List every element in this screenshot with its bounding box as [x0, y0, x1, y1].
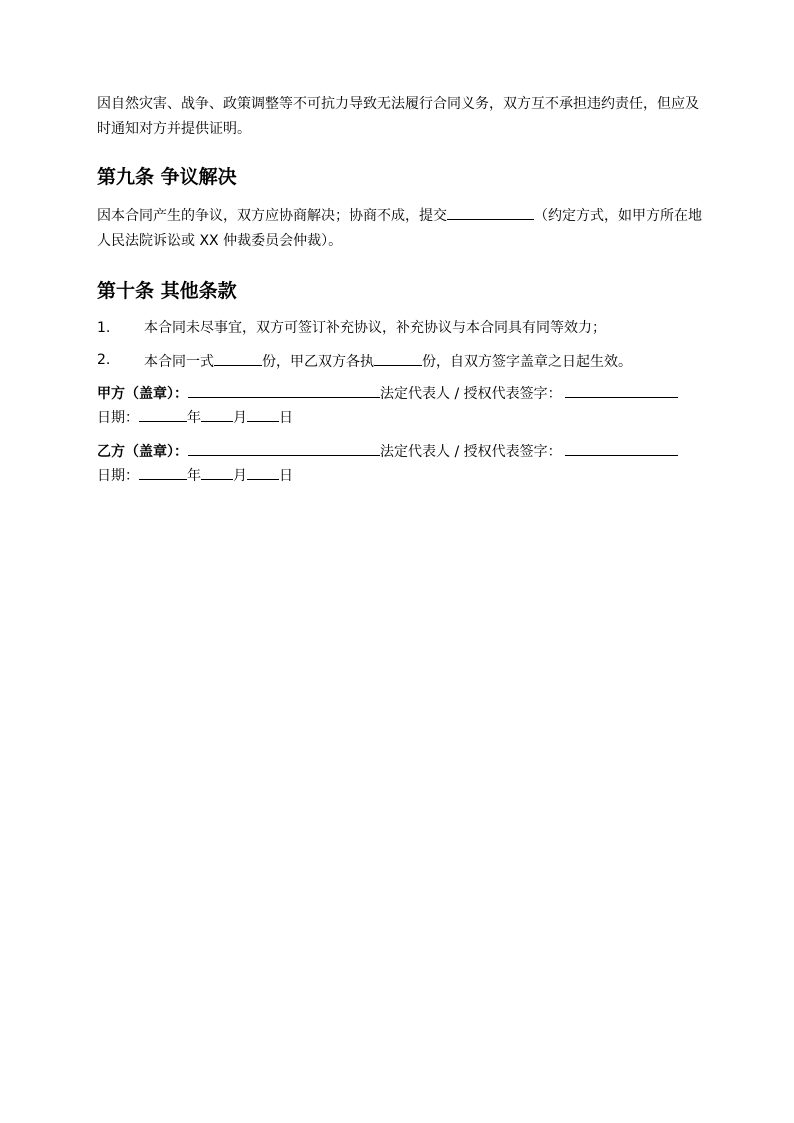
- list-number: 1.: [97, 320, 111, 336]
- party-a-rep-label: 法定代表人 / 授权代表签字：: [380, 386, 562, 402]
- copies-text-a: 本合同一式: [144, 354, 214, 370]
- month-label: 月: [233, 410, 247, 426]
- party-b-rep-signature-blank[interactable]: [565, 440, 678, 456]
- day-label: 日: [279, 468, 293, 484]
- article8-body: 因自然灾害、战争、政策调整等不可抗力导致无法履行合同义务，双方互不承担违约责任，但应及时通知对方并提供证明。: [97, 96, 699, 137]
- article9-heading: 第九条 争议解决: [97, 166, 237, 188]
- copies-text-b: 份，甲乙双方各执: [262, 354, 374, 370]
- article10-heading: 第十条 其他条款: [97, 280, 237, 302]
- party-b-label: 乙方（盖章）：: [97, 444, 188, 460]
- party-a-signature: [97, 382, 702, 430]
- party-b-date-line: [97, 464, 702, 488]
- party-b-month-blank[interactable]: [201, 464, 233, 480]
- article9-text: [97, 204, 702, 254]
- article8-text: [97, 92, 702, 142]
- month-label: 月: [233, 468, 247, 484]
- party-a-seal-blank[interactable]: [188, 382, 380, 398]
- year-label: 年: [187, 468, 201, 484]
- day-label: 日: [279, 410, 293, 426]
- document-page: [97, 92, 702, 488]
- copies-text-c: 份，自双方签字盖章之日起生效。: [422, 354, 632, 370]
- total-copies-blank[interactable]: [214, 350, 262, 366]
- date-label: 日期：: [97, 410, 139, 426]
- list-text: 本合同未尽事宜，双方可签订补充协议，补充协议与本合同具有同等效力；: [144, 320, 606, 336]
- list-item: [97, 318, 702, 338]
- party-a-month-blank[interactable]: [201, 406, 233, 422]
- each-party-copies-blank[interactable]: [374, 350, 422, 366]
- article10-list: [97, 318, 702, 372]
- year-label: 年: [187, 410, 201, 426]
- article9-text-after: （约定方式，如甲方所在地人民法院诉讼或 XX 仲裁委员会仲裁）。: [97, 208, 702, 249]
- party-a-date-line: [97, 406, 702, 430]
- party-b-year-blank[interactable]: [139, 464, 187, 480]
- party-b-rep-label: 法定代表人 / 授权代表签字：: [380, 444, 562, 460]
- party-b-day-blank[interactable]: [247, 464, 279, 480]
- date-label: 日期：: [97, 468, 139, 484]
- article9-text-before: 因本合同产生的争议，双方应协商解决；协商不成，提交: [97, 208, 447, 224]
- list-number: 2.: [97, 352, 111, 368]
- party-a-line: [97, 382, 702, 406]
- list-text: [144, 350, 632, 372]
- dispute-method-blank[interactable]: [447, 204, 534, 220]
- party-a-day-blank[interactable]: [247, 406, 279, 422]
- party-a-label: 甲方（盖章）：: [97, 386, 188, 402]
- list-item: [97, 350, 702, 372]
- party-b-line: [97, 440, 702, 464]
- party-b-seal-blank[interactable]: [188, 440, 380, 456]
- party-a-year-blank[interactable]: [139, 406, 187, 422]
- party-a-rep-signature-blank[interactable]: [565, 382, 678, 398]
- party-b-signature: [97, 440, 702, 488]
